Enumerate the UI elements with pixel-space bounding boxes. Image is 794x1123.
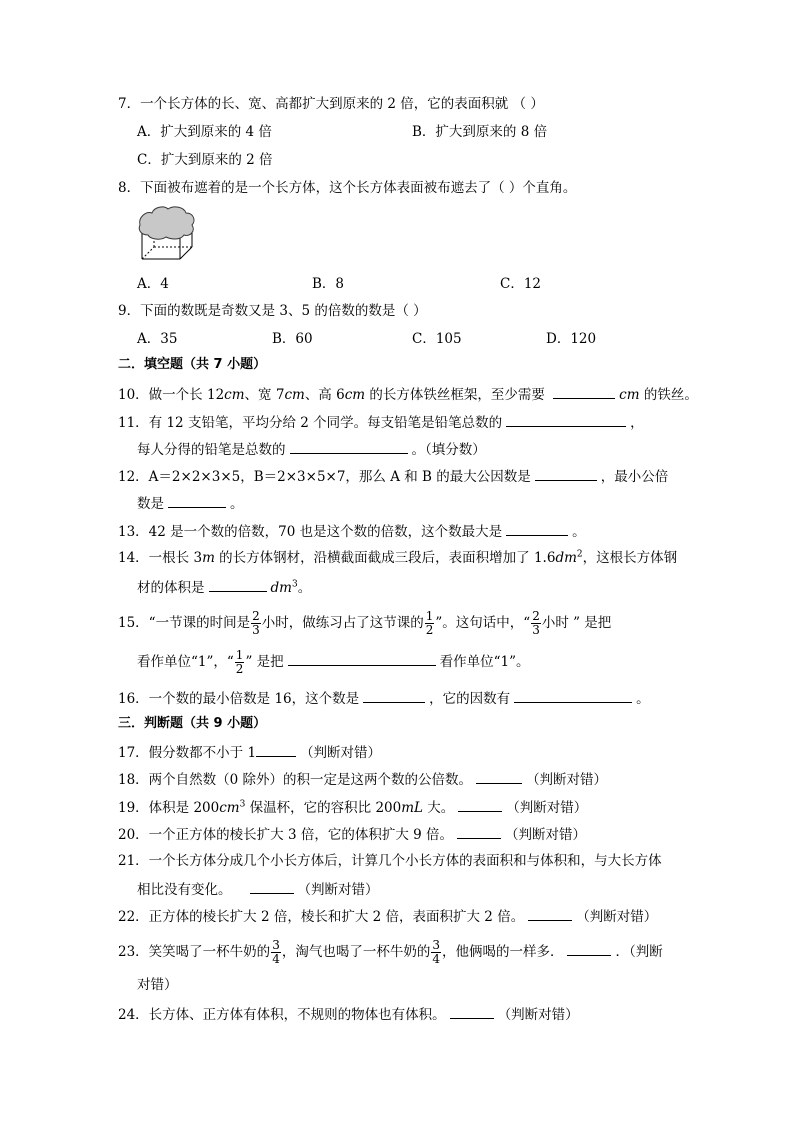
q13-blank[interactable] [506,521,568,536]
fraction: $\frac{1}{2}$ [425,609,434,637]
q23-line2: 对错） [137,977,178,993]
q24-blank[interactable] [450,1004,494,1019]
q7-option-a: A．扩大到原来的 4 倍 [137,124,272,140]
q7-option-b: B．扩大到原来的 8 倍 [412,124,548,140]
q7-option-c: C．扩大到原来的 2 倍 [137,152,273,168]
q21-blank[interactable] [250,879,294,894]
section-judgement-heading: 三．判断题（共 9 小题） [118,716,267,731]
q16-blank-1[interactable] [363,688,425,703]
q12-line2: 数是 。 [137,493,244,513]
q16-blank-2[interactable] [514,688,632,703]
q19: 19．体积是 $200cm^3$ 保温杯，它的容积比 200mL 大。 （判断对错） [118,797,587,817]
section-fill-in-heading: 二．填空题（共 7 小题） [118,357,267,372]
fraction: $\frac{3}{4}$ [272,938,280,966]
q12-blank-2[interactable] [168,493,226,508]
q14-line1: 14．一根长 3m 的长方体钢材，沿横截面截成三段后，表面积增加了 $1.6dm^2$，这根长方体钢 [118,549,678,566]
q9-option-a: A．35 [137,331,178,347]
q10: 10．做一个长 12cm、宽 7cm、高 6cm 的长方体铁丝框架，至少需要 cm 的铁丝。 [118,384,698,404]
q11-blank-2[interactable] [290,439,408,454]
q15-line2: 看作单位“1”，“ $\frac{1}{2}$ ” 是把 看作单位“1”。 [137,648,530,676]
q11-line1: 11．有 12 支铅笔，平均分给 2 个同学。每支铅笔是铅笔总数的 ， [118,412,644,432]
q16: 16．一个数的最小倍数是 16，这个数是 ，它的因数有 。 [118,688,650,708]
q15-blank[interactable] [288,651,436,666]
q24: 24．长方体、正方体有体积，不规则的物体也有体积。 （判断对错） [118,1004,579,1024]
q13: 13．42 是一个数的倍数，70 也是这个数的倍数，这个数最大是 。 [118,521,586,541]
covered-cuboid-figure [136,203,198,265]
q12-line1: 12．A＝2×2×3×5，B＝2×3×5×7，那么 A 和 B 的最大公因数是 ，最小公倍 [118,466,668,486]
q23-line1: 23．笑笑喝了一杯牛奶的 $\frac{3}{4}$ ，淘气也喝了一杯牛奶的 $\frac{3}{4}$ ，他俩喝的一样多． ．（判断 [118,938,663,966]
fraction: $\frac{1}{2}$ [235,648,244,676]
q15-line1: 15．“一节课的时间是 $\frac{2}{3}$ 小时，做练习占了这节课的 $\frac{1}{2}$ ”。这句话中，“ $\frac{2}{3}$ 小时 ” 是把 [118,609,612,637]
fraction: $\frac{2}{3}$ [532,609,540,637]
q11-line2: 每人分得的铅笔是总数的 。（填分数） [137,439,486,459]
q19-blank[interactable] [458,797,502,812]
q8-stem: 8．下面被布遮着的是一个长方体，这个长方体表面被布遮去了（ ）个直角。 [118,180,577,196]
q12-blank-1[interactable] [535,466,597,481]
q9-option-c: C．105 [412,331,462,347]
q22-blank[interactable] [528,906,572,921]
q20-blank[interactable] [457,824,501,839]
q10-answer-blank[interactable] [553,384,615,399]
q22: 22．正方体的棱长扩大 2 倍，棱长和扩大 2 倍，表面积扩大 2 倍。 （判断对错） [118,906,657,926]
q20: 20．一个正方体的棱长扩大 3 倍，它的体积扩大 9 倍。 （判断对错） [118,824,586,844]
q17: 17．假分数都不小于 1 （判断对错） [118,742,381,762]
q14-line2: 材的体积是 $dm^3$。 [137,577,311,597]
q8-option-a: A．4 [137,276,169,292]
q14-blank[interactable] [209,577,267,592]
fraction: $\frac{2}{3}$ [252,609,260,637]
q21-line1: 21．一个长方体分成几个小长方体后，计算几个小长方体的表面积和与体积和，与大长方体 [118,853,662,869]
q11-blank-1[interactable] [506,412,626,427]
q9-stem: 9．下面的数既是奇数又是 3、5 的倍数的数是（ ） [118,303,427,319]
q7-stem: 7．一个长方体的长、宽、高都扩大到原来的 2 倍，它的表面积就 （ ） [118,96,544,112]
q21-line2: 相比没有变化。 （判断对错） [137,879,379,899]
q8-option-b: B．8 [312,276,345,292]
fraction: $\frac{3}{4}$ [432,938,440,966]
q9-option-b: B．60 [272,331,313,347]
q18: 18．两个自然数（0 除外）的积一定是这两个数的公倍数。 （判断对错） [118,769,607,789]
q9-option-d: D．120 [546,331,597,347]
q23-blank[interactable] [567,941,611,956]
q18-blank[interactable] [476,769,522,784]
q8-option-c: C．12 [500,276,542,292]
q17-blank[interactable] [256,742,296,757]
